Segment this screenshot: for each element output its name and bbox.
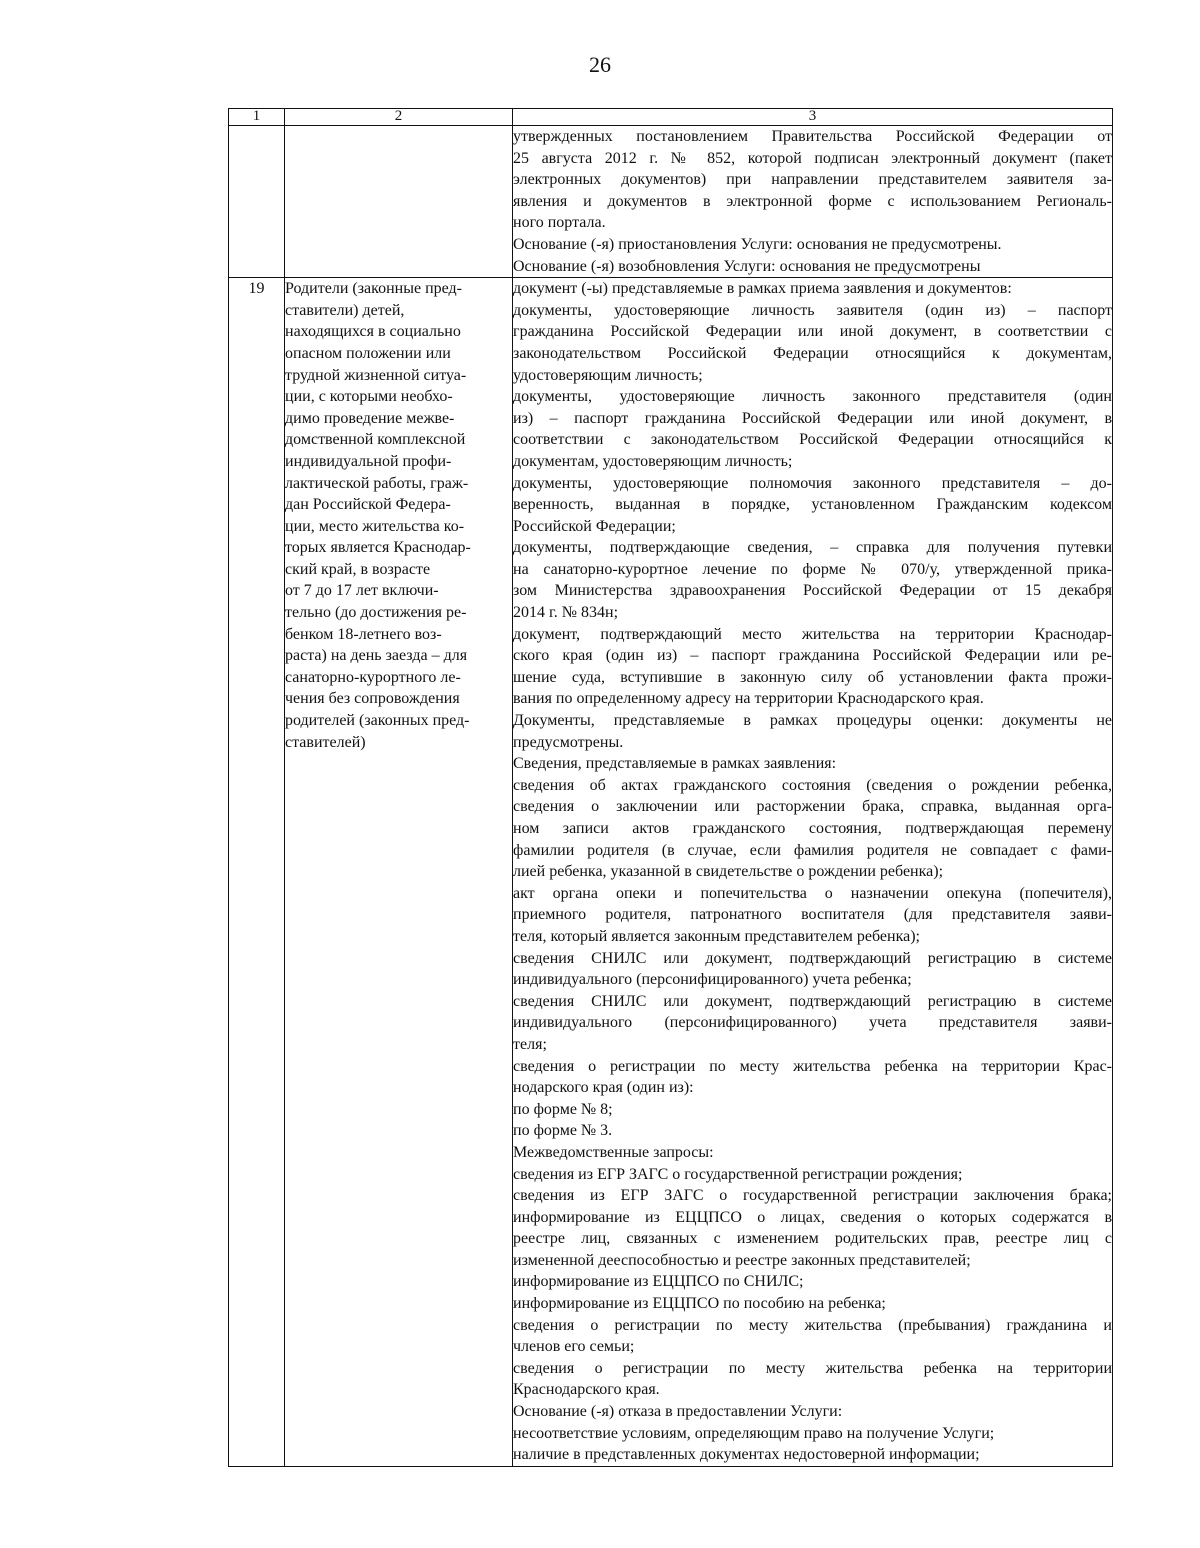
- recipient-category-cell: [285, 278, 513, 1467]
- text-line: информирование из ЕЦЦПСО по СНИЛС;: [513, 1273, 804, 1291]
- text-line: сведения об актах гражданского состояния (сведения о рождении ребенка,: [513, 776, 1112, 794]
- text-line: ции, место жительства ко-: [285, 517, 465, 535]
- text-line: гражданина Российской Федерации или иной документ, в соответствии с: [513, 323, 1112, 341]
- text-line: на санаторно-курортное лечение по форме № 070/у, утвержденной прика-: [513, 560, 1112, 578]
- text-line: веренность, выданная в порядке, установленном Гражданским кодексом: [513, 496, 1112, 514]
- page-number: 26: [589, 52, 611, 77]
- text-line: по форме № 8;: [513, 1100, 613, 1118]
- text-line: ставители) детей,: [285, 301, 405, 319]
- text-line: ном записи актов гражданского состояния, подтверждающая перемену: [513, 820, 1112, 837]
- text-line: чения без сопровождения: [285, 690, 460, 708]
- text-line: теля, который является законным представителем ребенка);: [513, 927, 920, 945]
- text-line: торых является Краснодар-: [285, 539, 471, 557]
- text-line: димо проведение межве-: [285, 409, 455, 427]
- text-line: документ, подтверждающий место жительства на территории Краснодар-: [513, 625, 1112, 643]
- text-line: по форме № 3.: [513, 1122, 613, 1140]
- text-line: наличие в представленных документах недостоверной информации;: [513, 1446, 980, 1464]
- text-line: Основание (-я) приостановления Услуги: основания не предусмотрены.: [513, 235, 1002, 253]
- text-line: 2014 г. № 834н;: [513, 604, 619, 622]
- text-line: членов его семьи;: [513, 1338, 635, 1356]
- text-line: документ (-ы) представляемые в рамках приема заявления и документов:: [513, 280, 1012, 298]
- text-line: шение суда, вступившие в законную силу об установлении факта прожи-: [513, 668, 1112, 686]
- text-line: реестре лиц, связанных с изменением родительских прав, реестре лиц с: [513, 1230, 1112, 1248]
- text-line: Межведомственные запросы:: [513, 1143, 714, 1161]
- text-line: находящихся в социально: [285, 323, 461, 341]
- text-line: ции, с которыми необхо-: [285, 388, 453, 406]
- documents-cell: [513, 278, 1113, 1467]
- text-line: документы, удостоверяющие полномочия законного представителя – до-: [513, 474, 1112, 492]
- text-line: ского края (один из) – паспорт гражданина Российской Федерации или ре-: [513, 647, 1112, 665]
- text-line: лией ребенка, указанной в свидетельстве о рождении ребенка);: [513, 863, 944, 881]
- row-number: 19: [229, 278, 285, 1467]
- table-row-continuation: [229, 126, 1113, 278]
- table-header-row: [229, 109, 1113, 126]
- text-line: Основание (-я) отказа в предоставлении Услуги:: [513, 1403, 843, 1421]
- text-line: нодарского края (один из):: [513, 1079, 694, 1097]
- text-line: Сведения, представляемые в рамках заявления:: [513, 755, 837, 773]
- text-line: Родители (законные пред-: [285, 280, 462, 298]
- documents-cell: [513, 126, 1113, 278]
- text-line: ного портала.: [513, 214, 606, 232]
- text-line: информирование из ЕЦЦПСО о лицах, сведения о которых содержатся в: [513, 1208, 1112, 1226]
- column-header-1: 1: [229, 109, 285, 126]
- text-line: явления и документов в электронной форме с использованием Региональ-: [513, 192, 1112, 210]
- text-line: Краснодарского края.: [513, 1381, 660, 1399]
- column-header-3: 3: [513, 109, 1113, 126]
- text-line: электронных документов) при направлении представителем заявителя за-: [513, 171, 1112, 189]
- text-line: бенком 18-летнего воз-: [285, 625, 442, 643]
- text-line: сведения о заключении или расторжении брака, справка, выданная орга-: [513, 798, 1112, 816]
- text-line: трудной жизненной ситуа-: [285, 366, 467, 384]
- recipient-category-cell: [285, 126, 513, 278]
- text-line: соответствии с законодательством Российской Федерации относящийся к: [513, 431, 1112, 449]
- text-line: индивидуального (персонифицированного) учета ребенка;: [513, 971, 912, 989]
- text-line: Российской Федерации;: [513, 517, 676, 535]
- text-line: раста) на день заезда – для: [285, 647, 468, 665]
- text-line: домственной комплексной: [285, 431, 466, 449]
- text-line: сведения СНИЛС или документ, подтверждающий регистрацию в системе: [513, 992, 1112, 1010]
- text-line: Документы, представляемые в рамках процедуры оценки: документы не: [513, 712, 1112, 730]
- text-line: опасном положении или: [285, 344, 451, 362]
- text-line: документы, удостоверяющие личность заявителя (один из) – паспорт: [513, 301, 1112, 319]
- text-line: сведения о регистрации по месту жительства ребенка на территории Крас-: [513, 1057, 1112, 1075]
- text-line: измененной дееспособностью и реестре законных представителей;: [513, 1251, 971, 1269]
- text-line: ский край, в возрасте: [285, 560, 431, 578]
- table-row-19: [229, 278, 1113, 1467]
- column-header-2: 2: [285, 109, 513, 126]
- text-line: из) – паспорт гражданина Российской Федерации или иной документ, в: [513, 409, 1112, 427]
- text-line: сведения из ЕГР ЗАГС о государственной регистрации рождения;: [513, 1165, 963, 1183]
- text-line: сведения из ЕГР ЗАГС о государственной регистрации заключения брака;: [513, 1187, 1112, 1205]
- text-line: 25 августа 2012 г. № 852, которой подписан электронный документ (пакет: [513, 149, 1112, 167]
- text-line: лактической работы, граж-: [285, 474, 469, 492]
- text-line: предусмотрены.: [513, 733, 624, 751]
- text-line: документы, удостоверяющие личность законного представителя (один: [513, 388, 1112, 406]
- text-line: Основание (-я) возобновления Услуги: основания не предусмотрены: [513, 257, 981, 275]
- document-table: [228, 108, 1113, 1467]
- text-line: вания по определенному адресу на территории Краснодарского края.: [513, 690, 984, 708]
- text-line: ставителей): [285, 733, 366, 751]
- text-line: акт органа опеки и попечительства о назначении опекуна (попечителя),: [513, 884, 1112, 902]
- text-line: дан Российской Федера-: [285, 496, 451, 514]
- text-line: родителей (законных пред-: [285, 712, 470, 730]
- text-line: фамилии родителя (в случае, если фамилия родителя не совпадает с фами-: [513, 841, 1112, 859]
- text-line: сведения о регистрации по месту жительства ребенка на территории: [513, 1359, 1112, 1377]
- row-number: [229, 126, 285, 278]
- text-line: утвержденных постановлением Правительства Российской Федерации от: [513, 128, 1112, 145]
- text-line: тельно (до достижения ре-: [285, 604, 467, 622]
- text-line: приемного родителя, патронатного воспитателя (для представителя заяви-: [513, 906, 1112, 924]
- text-line: зом Министерства здравоохранения Российской Федерации от 15 декабря: [513, 582, 1112, 600]
- text-line: удостоверяющим личность;: [513, 366, 703, 384]
- text-line: индивидуального (персонифицированного) учета представителя заяви-: [513, 1014, 1112, 1032]
- text-line: от 7 до 17 лет включи-: [285, 582, 439, 600]
- text-line: санаторно-курортного ле-: [285, 668, 461, 686]
- text-line: индивидуальной профи-: [285, 452, 452, 470]
- text-line: законодательством Российской Федерации относящийся к документам,: [513, 344, 1112, 362]
- text-line: информирование из ЕЦЦПСО по пособию на ребенка;: [513, 1295, 886, 1313]
- text-line: несоответствие условиям, определяющим право на получение Услуги;: [513, 1424, 995, 1442]
- text-line: документам, удостоверяющим личность;: [513, 452, 793, 470]
- text-line: сведения о регистрации по месту жительства (пребывания) гражданина и: [513, 1316, 1112, 1334]
- text-line: сведения СНИЛС или документ, подтверждающий регистрацию в системе: [513, 949, 1112, 967]
- text-line: документы, подтверждающие сведения, – справка для получения путевки: [513, 539, 1112, 557]
- text-line: теля;: [513, 1035, 547, 1053]
